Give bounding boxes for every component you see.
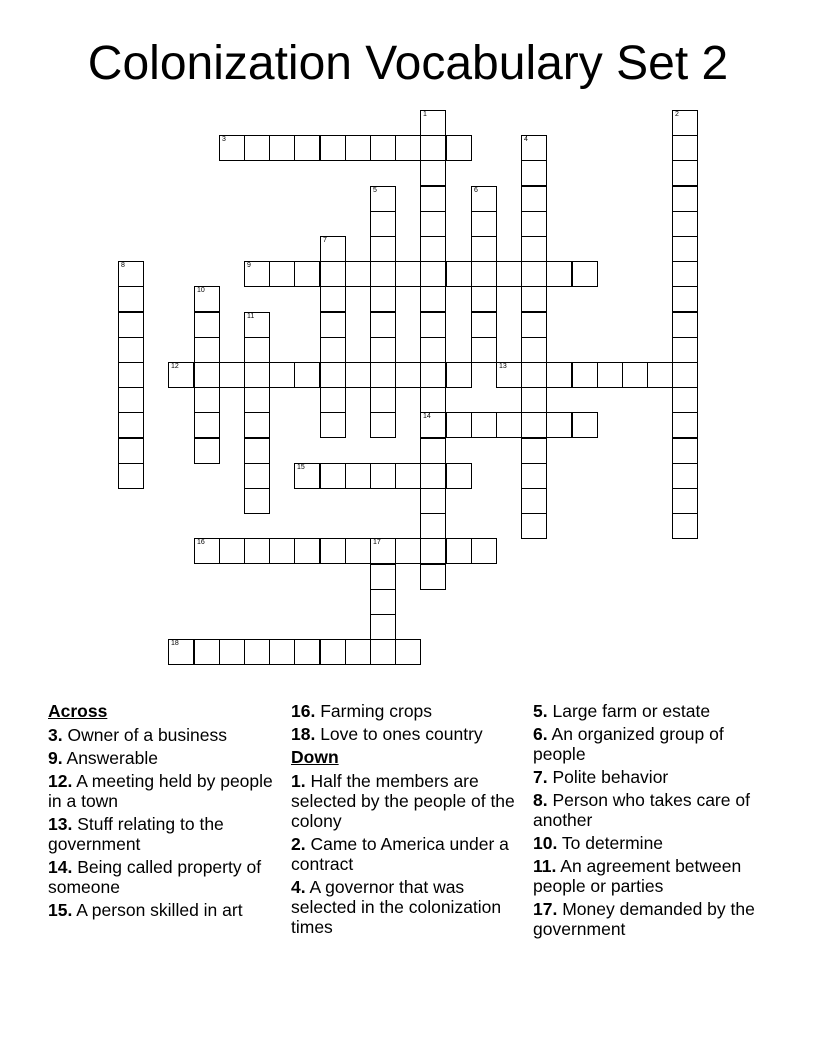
grid-cell[interactable] [219,362,245,388]
grid-cell[interactable] [244,639,270,665]
grid-cell[interactable] [420,538,446,564]
grid-cell[interactable] [672,438,698,464]
grid-cell[interactable] [672,412,698,438]
grid-cell[interactable] [194,337,220,363]
grid-cell[interactable] [420,337,446,363]
grid-cell[interactable] [370,564,396,590]
clues-column-3 [533,701,773,942]
clue-across-3: 3. Owner of a business [48,725,228,745]
grid-cell[interactable] [672,286,698,312]
cell-number: 1 [423,111,427,118]
grid-cell[interactable] [345,538,371,564]
clues-column-2 [291,701,516,940]
grid-cell[interactable] [521,488,547,514]
cell-number: 13 [499,363,507,370]
grid-cell[interactable] [320,261,346,287]
grid-cell[interactable] [496,412,522,438]
grid-cell[interactable] [118,286,144,312]
grid-cell[interactable] [118,463,144,489]
grid-cell[interactable] [269,135,295,161]
grid-cell[interactable] [320,312,346,338]
grid-cell[interactable] [168,362,194,388]
cell-number: 17 [373,539,381,546]
cell-number: 9 [247,262,251,269]
grid-cell[interactable] [420,186,446,212]
grid-cell[interactable] [244,135,270,161]
grid-cell[interactable] [420,438,446,464]
grid-cell[interactable] [118,312,144,338]
clue-down-17: 17. Money demanded by the government [533,899,755,939]
grid-cell[interactable] [294,538,320,564]
grid-cell[interactable] [395,261,421,287]
grid-cell[interactable] [496,261,522,287]
grid-cell[interactable] [370,412,396,438]
clue-across-9: 9. Answerable [48,748,158,768]
grid-cell[interactable] [420,261,446,287]
down-heading: Down [291,747,339,767]
grid-cell[interactable] [244,488,270,514]
grid-cell[interactable] [622,362,648,388]
grid-cell[interactable] [420,135,446,161]
cell-number: 10 [197,287,205,294]
grid-cell[interactable] [370,337,396,363]
grid-cell[interactable] [370,286,396,312]
grid-cell[interactable] [521,160,547,186]
grid-cell[interactable] [194,286,220,312]
grid-cell[interactable] [194,312,220,338]
clue-across-18: 18. Love to ones country [291,724,483,744]
grid-cell[interactable] [294,639,320,665]
grid-cell[interactable] [420,211,446,237]
grid-cell[interactable] [521,286,547,312]
grid-cell[interactable] [320,387,346,413]
cell-number: 2 [675,111,679,118]
cell-number: 12 [171,363,179,370]
cell-number: 6 [474,187,478,194]
grid-cell[interactable] [370,463,396,489]
grid-cell[interactable] [672,236,698,262]
grid-cell[interactable] [370,589,396,615]
grid-cell[interactable] [572,261,598,287]
cell-number: 11 [247,313,255,320]
grid-cell[interactable] [118,412,144,438]
grid-cell[interactable] [244,312,270,338]
grid-cell[interactable] [244,538,270,564]
grid-cell[interactable] [320,412,346,438]
grid-cell[interactable] [244,412,270,438]
grid-cell[interactable] [420,387,446,413]
grid-cell[interactable] [647,362,673,388]
grid-cell[interactable] [521,337,547,363]
clue-down-5: 5. Large farm or estate [533,701,711,721]
grid-cell[interactable] [294,362,320,388]
grid-cell[interactable] [294,261,320,287]
grid-cell[interactable] [521,211,547,237]
grid-cell[interactable] [244,362,270,388]
grid-cell[interactable] [446,538,472,564]
grid-cell[interactable] [572,362,598,388]
grid-cell[interactable] [546,412,572,438]
clue-down-10: 10. To determine [533,833,664,853]
grid-cell[interactable] [370,236,396,262]
page-title: Colonization Vocabulary Set 2 [87,37,729,90]
grid-cell[interactable] [420,110,446,136]
cell-number: 3 [222,136,226,143]
cell-number: 7 [323,237,327,244]
grid-cell[interactable] [370,211,396,237]
grid-cell[interactable] [420,463,446,489]
clue-across-12: 12. A meeting held by people in a town [48,771,273,811]
grid-cell[interactable] [395,135,421,161]
grid-cell[interactable] [395,463,421,489]
grid-cell[interactable] [521,412,547,438]
grid-cell[interactable] [672,261,698,287]
grid-cell[interactable] [194,438,220,464]
grid-cell[interactable] [370,312,396,338]
grid-cell[interactable] [370,186,396,212]
grid-cell[interactable] [420,564,446,590]
grid-cell[interactable] [244,337,270,363]
clue-down-11: 11. An agreement between people or parties [533,856,742,896]
grid-cell[interactable] [345,639,371,665]
grid-cell[interactable] [219,135,245,161]
grid-cell[interactable] [370,362,396,388]
cell-number: 14 [423,413,431,420]
grid-cell[interactable] [244,463,270,489]
grid-cell[interactable] [269,261,295,287]
grid-cell[interactable] [672,110,698,136]
cell-number: 8 [121,262,125,269]
grid-cell[interactable] [420,412,446,438]
grid-cell[interactable] [672,135,698,161]
grid-cell[interactable] [244,438,270,464]
clue-down-6: 6. An organized group of people [533,724,724,764]
grid-cell[interactable] [446,362,472,388]
grid-cell[interactable] [672,186,698,212]
grid-cell[interactable] [572,412,598,438]
grid-cell[interactable] [420,160,446,186]
grid-cell[interactable] [320,286,346,312]
clue-across-13: 13. Stuff relating to the government [48,814,224,854]
grid-cell[interactable] [320,538,346,564]
grid-cell[interactable] [370,538,396,564]
grid-cell[interactable] [420,488,446,514]
grid-cell[interactable] [471,236,497,262]
grid-cell[interactable] [244,387,270,413]
grid-cell[interactable] [546,261,572,287]
grid-cell[interactable] [370,261,396,287]
grid-cell[interactable] [471,286,497,312]
grid-cell[interactable] [521,261,547,287]
grid-cell[interactable] [521,387,547,413]
grid-cell[interactable] [471,538,497,564]
cell-number: 16 [197,539,205,546]
grid-cell[interactable] [471,337,497,363]
grid-cell[interactable] [370,135,396,161]
grid-cell[interactable] [118,261,144,287]
clue-across-15: 15. A person skilled in art [48,900,243,920]
clue-across-16: 16. Farming crops [291,701,433,721]
grid-cell[interactable] [320,337,346,363]
grid-cell[interactable] [471,412,497,438]
grid-cell[interactable] [395,538,421,564]
grid-cell[interactable] [320,135,346,161]
grid-cell[interactable] [521,463,547,489]
grid-cell[interactable] [446,463,472,489]
cell-number: 15 [297,464,305,471]
grid-cell[interactable] [320,362,346,388]
grid-cell[interactable] [370,387,396,413]
grid-cell[interactable] [168,639,194,665]
grid-cell[interactable] [395,362,421,388]
grid-cell[interactable] [471,186,497,212]
grid-cell[interactable] [420,362,446,388]
grid-cell[interactable] [219,639,245,665]
grid-cell[interactable] [345,463,371,489]
grid-cell[interactable] [446,412,472,438]
grid-cell[interactable] [521,513,547,539]
grid-cell[interactable] [521,312,547,338]
grid-cell[interactable] [446,135,472,161]
grid-cell[interactable] [294,463,320,489]
grid-cell[interactable] [370,614,396,640]
clue-down-7: 7. Polite behavior [533,767,669,787]
clue-across-14: 14. Being called property of someone [48,857,262,897]
grid-cell[interactable] [420,312,446,338]
grid-cell[interactable] [320,236,346,262]
grid-cell[interactable] [672,488,698,514]
grid-cell[interactable] [420,286,446,312]
grid-cell[interactable] [194,387,220,413]
grid-cell[interactable] [118,438,144,464]
clue-down-4: 4. A governor that was selected in the colonization times [291,877,502,937]
across-heading: Across [48,701,108,721]
grid-cell[interactable] [446,261,472,287]
grid-cell[interactable] [269,362,295,388]
grid-cell[interactable] [194,538,220,564]
grid-cell[interactable] [471,261,497,287]
clue-down-8: 8. Person who takes care of another [533,790,750,830]
grid-cell[interactable] [521,135,547,161]
grid-cell[interactable] [294,135,320,161]
grid-cell[interactable] [597,362,623,388]
grid-cell[interactable] [320,463,346,489]
grid-cell[interactable] [496,362,522,388]
grid-cell[interactable] [672,387,698,413]
grid-cell[interactable] [672,312,698,338]
grid-cell[interactable] [672,362,698,388]
grid-cell[interactable] [269,538,295,564]
grid-cell[interactable] [672,463,698,489]
grid-cell[interactable] [672,337,698,363]
grid-cell[interactable] [521,438,547,464]
grid-cell[interactable] [521,186,547,212]
grid-cell[interactable] [194,639,220,665]
grid-cell[interactable] [118,337,144,363]
grid-cell[interactable] [194,412,220,438]
grid-cell[interactable] [672,160,698,186]
grid-cell[interactable] [471,211,497,237]
grid-cell[interactable] [370,639,396,665]
clues-column-1 [48,701,273,923]
grid-cell[interactable] [521,236,547,262]
grid-cell[interactable] [320,639,346,665]
cell-number: 18 [171,640,179,647]
grid-cell[interactable] [118,387,144,413]
cell-number: 5 [373,187,377,194]
clue-down-1: 1. Half the members are selected by the people of the colony [291,771,515,831]
grid-cell[interactable] [345,362,371,388]
grid-cell[interactable] [219,538,245,564]
grid-cell[interactable] [672,211,698,237]
grid-cell[interactable] [420,236,446,262]
grid-cell[interactable] [471,312,497,338]
grid-cell[interactable] [521,362,547,388]
grid-cell[interactable] [345,135,371,161]
grid-cell[interactable] [672,513,698,539]
grid-cell[interactable] [194,362,220,388]
grid-cell[interactable] [395,639,421,665]
grid-cell[interactable] [546,362,572,388]
grid-cell[interactable] [269,639,295,665]
grid-cell[interactable] [244,261,270,287]
clue-down-2: 2. Came to America under a contract [291,834,509,874]
grid-cell[interactable] [420,513,446,539]
cell-number: 4 [524,136,528,143]
grid-cell[interactable] [345,261,371,287]
grid-cell[interactable] [118,362,144,388]
